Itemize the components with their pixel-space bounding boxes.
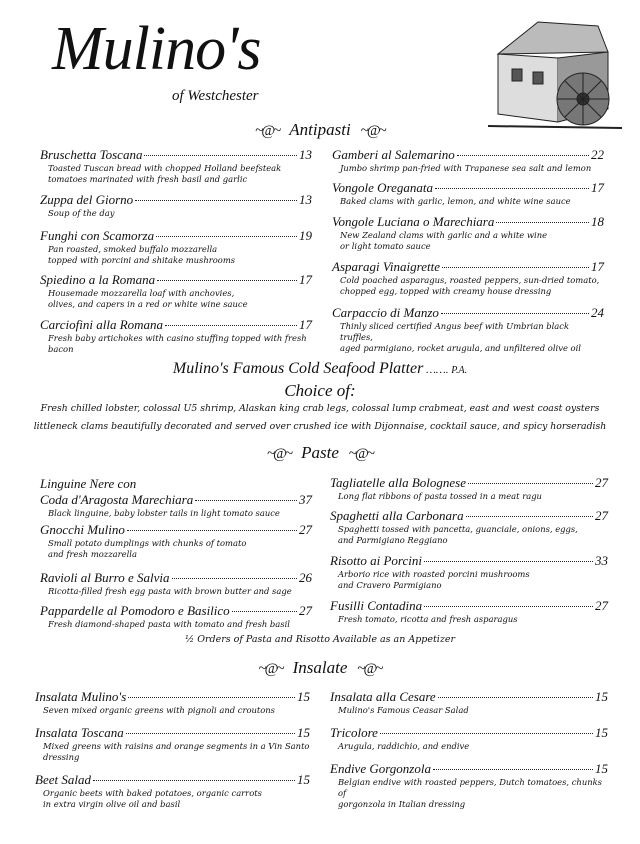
menu-item-price: 13	[299, 192, 312, 207]
platter-description: littleneck clams beautifully decorated and served over crushed ice with Dijonnaise, cocktail sauce, and spicy horseradish	[33, 421, 607, 432]
menu-item-row	[332, 305, 604, 321]
dot-leader	[433, 769, 593, 770]
section-heading-antipasti	[0, 120, 640, 140]
menu-item-title: Insalata Toscana	[35, 725, 124, 740]
menu-item-description: Arborio rice with roasted porcini mushrooms	[338, 569, 530, 579]
menu-item-price: 15	[595, 689, 608, 704]
menu-item-description: Spaghetti tossed with pancetta, guanciale, onions, eggs,	[338, 524, 578, 534]
menu-item-description: Cold poached asparagus, roasted peppers, sun-dried tomato,	[340, 275, 600, 285]
menu-item-description: New Zealand clams with garlic and a white wine	[340, 230, 548, 240]
menu-item	[332, 147, 604, 174]
menu-item-price: 17	[591, 259, 604, 274]
menu-item-row	[35, 689, 310, 705]
menu-item-row	[40, 317, 312, 333]
menu-item	[35, 689, 310, 716]
seafood-platter	[0, 360, 640, 378]
dot-leader	[144, 155, 297, 156]
menu-item-price: 13	[299, 147, 312, 162]
menu-item-description: dressing	[43, 752, 80, 762]
dot-leader	[93, 780, 295, 781]
menu-item-row	[40, 147, 312, 163]
menu-item-row	[332, 259, 604, 275]
section-title: Antipasti	[289, 120, 351, 139]
menu-item-title: Beet Salad	[35, 772, 91, 787]
dot-leader: …….	[423, 364, 452, 376]
flourish-left-icon: ~@~	[267, 446, 292, 462]
menu-item-price: 15	[297, 772, 310, 787]
menu-item	[330, 475, 608, 502]
menu-item	[330, 725, 608, 752]
menu-item-price: 17	[299, 317, 312, 332]
dot-leader	[126, 733, 295, 734]
menu-item-title: Zuppa del Giorno	[40, 192, 134, 207]
section-heading-paste	[0, 443, 640, 463]
dot-leader	[496, 222, 589, 223]
menu-item-title-prefix: Linguine Nere con	[40, 476, 137, 491]
menu-item-description: Ricotta-filled fresh egg pasta with brown butter and sage	[48, 586, 292, 596]
menu-item-row	[40, 192, 312, 208]
mill-illustration	[488, 14, 622, 132]
menu-item-row	[40, 272, 312, 288]
menu-item-price: 27	[595, 475, 608, 490]
dot-leader	[380, 733, 593, 734]
menu-item-price: 27	[595, 598, 608, 613]
menu-item	[40, 570, 312, 597]
menu-item-price: 15	[297, 689, 310, 704]
menu-item-title: Fusilli Contadina	[330, 598, 423, 613]
menu-item-title: Asparagi Vinaigrette	[332, 259, 440, 274]
menu-item-title: Coda d'Aragosta Marechiara	[40, 492, 194, 507]
menu-item	[332, 259, 604, 297]
menu-item	[332, 305, 604, 354]
dot-leader	[468, 483, 593, 484]
dot-leader	[424, 561, 593, 562]
menu-item-price: 15	[297, 725, 310, 740]
menu-item-row	[40, 603, 312, 619]
menu-item-title: Tagliatelle alla Bolognese	[330, 475, 467, 490]
menu-item-title: Risotto ai Porcini	[330, 553, 422, 568]
menu-item-row	[330, 475, 608, 491]
menu-item	[40, 228, 312, 266]
dot-leader	[165, 325, 297, 326]
flourish-right-icon: ~@~	[357, 661, 382, 677]
menu-item	[332, 214, 604, 252]
menu-item-price: 33	[595, 553, 608, 568]
menu-item-title: Spiedino a la Romana	[40, 272, 156, 287]
menu-item-row	[330, 689, 608, 705]
menu-item-description: or light tomato sauce	[340, 241, 431, 251]
dot-leader	[172, 578, 298, 579]
menu-item-description: Small potato dumplings with chunks of tomato	[48, 538, 247, 548]
menu-item-price: 24	[591, 305, 604, 320]
dot-leader	[466, 516, 593, 517]
menu-item-title: Endive Gorgonzola	[330, 761, 431, 776]
dot-leader	[435, 188, 589, 189]
menu-item-description: Long flat ribbons of pasta tossed in a meat ragu	[338, 491, 542, 501]
menu-item-price: 26	[299, 570, 312, 585]
menu-item-row	[40, 228, 312, 244]
menu-item-description: Soup of the day	[48, 208, 115, 218]
menu-item-description: aged parmigiano, rocket arugula, and unfiltered olive oil	[340, 343, 581, 353]
menu-item-price: 15	[595, 761, 608, 776]
menu-item-description: Fresh baby artichokes with casino stuffing topped with fresh bacon	[48, 333, 307, 354]
dot-leader	[441, 313, 589, 314]
menu-item	[40, 272, 312, 310]
menu-item-row	[330, 598, 608, 614]
platter-title: Mulino's Famous Cold Seafood Platter	[172, 360, 424, 377]
menu-item-description: Organic beets with baked potatoes, organic carrots	[43, 788, 262, 798]
menu-item-description: topped with porcini and shitake mushrooms	[48, 255, 236, 265]
menu-item-title: Bruschetta Toscana	[40, 147, 143, 162]
menu-item-price: 27	[299, 603, 312, 618]
menu-item-description: Toasted Tuscan bread with chopped Holland beefsteak	[48, 163, 282, 173]
flourish-left-icon: ~@~	[255, 123, 280, 139]
menu-item-price: 18	[591, 214, 604, 229]
menu-item-description: Fresh diamond-shaped pasta with tomato and fresh basil	[48, 619, 290, 629]
menu-item-row	[330, 508, 608, 524]
dot-leader	[195, 500, 297, 501]
menu-item-row	[40, 570, 312, 586]
platter-price: P.A.	[451, 365, 468, 376]
restaurant-logo: Mulino's	[52, 15, 261, 83]
menu-item-description: and fresh mozzarella	[48, 549, 137, 559]
menu-item-row	[330, 725, 608, 741]
flourish-right-icon: ~@~	[348, 446, 373, 462]
menu-item-description: gorgonzola in Italian dressing	[338, 799, 466, 809]
menu-item-price: 27	[299, 522, 312, 537]
dot-leader	[127, 530, 297, 531]
menu-item-title: Spaghetti alla Carbonara	[330, 508, 464, 523]
dot-leader	[424, 606, 593, 607]
menu-item	[40, 476, 312, 519]
menu-item-description: Thinly sliced certified Angus beef with Umbrian black truffles,	[340, 321, 570, 342]
menu-item	[332, 180, 604, 207]
restaurant-subtitle: of Westchester	[172, 88, 259, 104]
dot-leader	[135, 200, 297, 201]
menu-item-title: Insalata alla Cesare	[330, 689, 436, 704]
menu-item	[330, 553, 608, 591]
menu-item-price: 17	[299, 272, 312, 287]
section-heading-insalate	[0, 658, 640, 678]
menu-item-description: Seven mixed organic greens with pignoli and croutons	[43, 705, 275, 715]
menu-item	[330, 508, 608, 546]
menu-item-row	[40, 522, 312, 538]
dot-leader	[128, 697, 295, 698]
menu-item-title: Gamberi al Salemarino	[332, 147, 455, 162]
menu-item-title: Tricolore	[330, 725, 378, 740]
menu-item-description: Belgian endive with roasted peppers, Dutch tomatoes, chunks of	[338, 777, 602, 798]
flourish-left-icon: ~@~	[258, 661, 283, 677]
dot-leader	[442, 267, 589, 268]
dot-leader	[232, 611, 297, 612]
menu-item	[330, 689, 608, 716]
menu-item-title: Carpaccio di Manzo	[332, 305, 439, 320]
menu-item-price: 37	[299, 492, 312, 507]
menu-item-description: Fresh tomato, ricotta and fresh asparagus	[338, 614, 518, 624]
menu-item-price: 27	[595, 508, 608, 523]
menu-item-price: 15	[595, 725, 608, 740]
menu-item-description: Jumbo shrimp pan-fried with Trapanese sea salt and lemon	[340, 163, 592, 173]
menu-item	[330, 598, 608, 625]
section-title: Paste	[301, 443, 339, 462]
menu-item	[35, 772, 310, 810]
flourish-right-icon: ~@~	[360, 123, 385, 139]
menu-item-description: tomatoes marinated with fresh basil and garlic	[48, 174, 248, 184]
menu-item	[40, 147, 312, 185]
menu-item-row	[40, 492, 312, 508]
menu-item-description: Pan roasted, smoked buffalo mozzarella	[48, 244, 218, 254]
dot-leader	[156, 236, 297, 237]
menu-item-title: Vongole Luciana o Marechiara	[332, 214, 495, 229]
menu-item-description: and Cravero Parmigiano	[338, 580, 442, 590]
menu-item-title: Insalata Mulino's	[35, 689, 127, 704]
section-title: Insalate	[292, 658, 348, 677]
menu-item-description: Housemade mozzarella loaf with anchovies,	[48, 288, 235, 298]
platter-choice-heading: Choice of:	[284, 381, 356, 400]
dot-leader	[457, 155, 589, 156]
menu-item-row	[330, 553, 608, 569]
menu-item-title: Ravioli al Burro e Salvia	[40, 570, 170, 585]
menu-item-description: Mulino's Famous Ceasar Salad	[338, 705, 469, 715]
menu-item	[40, 317, 312, 355]
menu-item-row	[332, 180, 604, 196]
menu-item-title: Carciofini alla Romana	[40, 317, 164, 332]
menu-item	[35, 725, 310, 763]
menu-item-title: Vongole Oreganata	[332, 180, 433, 195]
menu-item-description: Arugula, raddichio, and endive	[338, 741, 470, 751]
menu-item-title: Gnocchi Mulino	[40, 522, 125, 537]
menu-item	[40, 192, 312, 219]
menu-item	[40, 522, 312, 560]
paste-note: ½ Orders of Pasta and Risotto Available as an Appetizer	[184, 634, 456, 645]
menu-item-description: olives, and capers in a red or white wine sauce	[48, 299, 248, 309]
menu-item	[40, 603, 312, 630]
dot-leader	[157, 280, 297, 281]
menu-item-description: Black linguine, baby lobster tails in light tomato sauce	[48, 508, 280, 518]
dot-leader	[438, 697, 593, 698]
menu-item-description: Mixed greens with raisins and orange segments in a Vin Santo	[43, 741, 310, 751]
menu-item	[330, 761, 608, 810]
menu-item-row	[330, 761, 608, 777]
menu-item-description: in extra virgin olive oil and basil	[43, 799, 181, 809]
menu-item-description: and Parmigiano Reggiano	[338, 535, 448, 545]
menu-item-row	[35, 725, 310, 741]
menu-item-title: Funghi con Scamorza	[40, 228, 155, 243]
platter-description: Fresh chilled lobster, colossal U5 shrimp, Alaskan king crab legs, colossal lump crabmeat, east and west coast oysters	[40, 403, 600, 414]
menu-item-row	[35, 772, 310, 788]
menu-item-description: chopped egg, topped with creamy house dressing	[340, 286, 552, 296]
menu-item-title: Pappardelle al Pomodoro e Basilico	[40, 603, 230, 618]
menu-item-price: 17	[591, 180, 604, 195]
menu-item-description: Baked clams with garlic, lemon, and white wine sauce	[340, 196, 571, 206]
menu-item-price: 19	[299, 228, 312, 243]
menu-item-row	[332, 147, 604, 163]
menu-item-row	[332, 214, 604, 230]
menu-item-price: 22	[591, 147, 604, 162]
